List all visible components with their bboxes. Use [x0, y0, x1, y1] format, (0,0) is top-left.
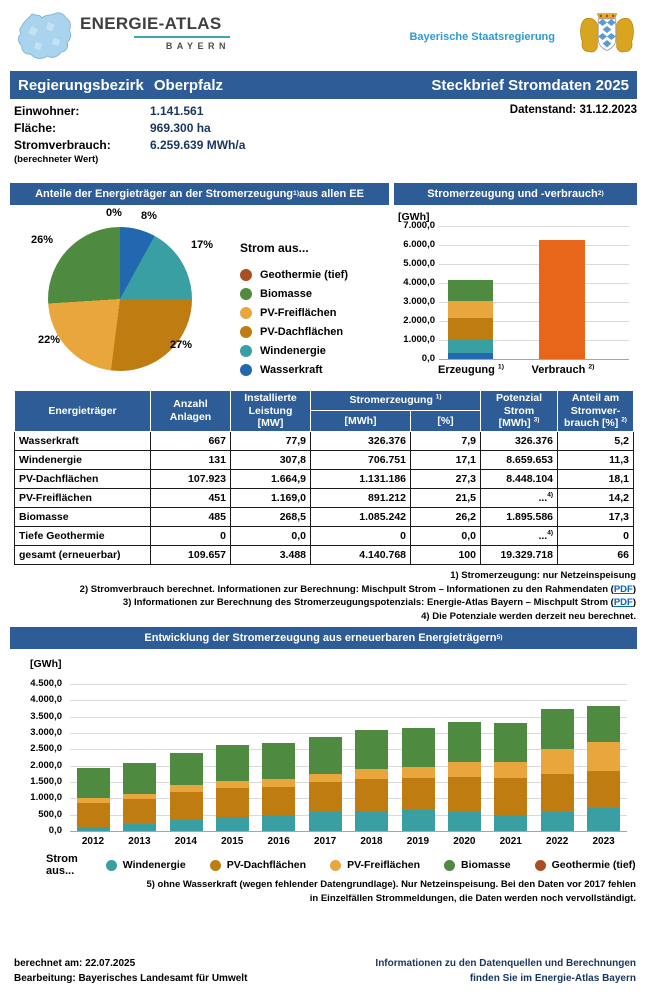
- logo-subtitle: BAYERN: [165, 41, 230, 51]
- pie-slice-label: 8%: [141, 210, 157, 222]
- energie-atlas-logo: [80, 14, 230, 51]
- bar-segment-windenergie: [494, 815, 527, 831]
- header-line: Anzahl: [173, 398, 208, 411]
- table-cell-value: 891.212: [311, 488, 411, 507]
- y-tick-label: 0,0: [421, 353, 435, 364]
- table-cell-name: Biomasse: [15, 507, 151, 526]
- datenstand-label: Datenstand: 31.12.2023: [509, 104, 637, 116]
- table-cell-value: ...$^{4)}$: [481, 526, 558, 545]
- gridline: [70, 684, 627, 685]
- x-category-label: Erzeugung $^{1)}$: [438, 363, 504, 376]
- y-tick-label: 500,0: [38, 808, 62, 820]
- plot-area: [439, 226, 629, 360]
- key-data-note: (berechneter Wert): [14, 154, 99, 165]
- bar-segment-pvdachflchen: [309, 782, 342, 811]
- table-cell-value: 109.657: [151, 545, 231, 564]
- bar-segment-biomasse: [402, 728, 435, 767]
- y-tick-label: 3.500,0: [30, 710, 62, 722]
- y-tick-label: 7.000,0: [403, 220, 435, 231]
- bar-segment-windenergie: [541, 812, 574, 831]
- legend-color-dot: [535, 860, 546, 871]
- generation-consumption-chart: [395, 206, 637, 381]
- bar-segment-pvfreiflchen: [494, 762, 527, 778]
- bar-segment-biomasse: [262, 743, 295, 779]
- y-tick-label: 1.500,0: [30, 776, 62, 787]
- y-tick-label: 4.500,0: [30, 678, 62, 689]
- dev-bar-2018: [355, 730, 388, 831]
- footnote-line: 3) Informationen zur Berechnung des Stromerzeugungspotenzials: Energie-Atlas Bayern – Mischpult Strom (PDF): [122, 597, 636, 608]
- bar-segment-pvfreiflchen: [309, 774, 342, 782]
- legend-item-label: Biomasse: [260, 287, 312, 300]
- pdf-link[interactable]: PDF: [613, 583, 633, 595]
- table-cell-value: 326.376: [481, 431, 558, 450]
- y-tick-label: 3.000,0: [30, 727, 62, 738]
- pie-legend: [240, 241, 390, 379]
- verbrauch-bar: [539, 240, 585, 359]
- table-cell-value: 485: [151, 507, 231, 526]
- y-tick-label: 5.000,0: [403, 258, 435, 269]
- dev-bar-2022: [541, 709, 574, 831]
- footnote-line: 2) Stromverbrauch berechnet. Informationen zur Berechnung: Mischpult Strom – Informationen zu den Rahmendaten (PDF): [79, 583, 636, 595]
- legend-color-dot: [444, 860, 455, 871]
- col-header-pct: [%]: [411, 411, 481, 431]
- key-data-value: 6.259.639 MWh/a: [150, 137, 246, 152]
- legend-item-label: Biomasse: [461, 859, 511, 871]
- footer-right: [375, 956, 636, 986]
- bar-segment-windenergie: [309, 811, 342, 831]
- year-label: 2012: [81, 836, 105, 847]
- dev-bar-2013: [123, 763, 156, 831]
- region-title: [18, 77, 233, 94]
- table-cell-value: 1.895.586: [481, 507, 558, 526]
- bar-segment-biomasse: [448, 722, 481, 762]
- table-cell-value: 1.131.186: [311, 469, 411, 488]
- plot-area: [70, 684, 627, 832]
- y-tick-label: 4.000,0: [403, 277, 435, 288]
- legend-item: [444, 858, 511, 872]
- gridline: [439, 264, 629, 265]
- bar-segment-pvdachflchen: [262, 787, 295, 816]
- bar-segment-biomasse: [77, 768, 110, 798]
- key-data-block: [14, 102, 245, 165]
- year-label: 2014: [174, 836, 197, 847]
- title-bar: [10, 71, 637, 99]
- section-header-development: Entwicklung der Stromerzeugung aus erneuerbaren Energieträgern 5): [10, 627, 637, 649]
- bar-segment-wasserkraft: [448, 353, 493, 359]
- pie-slice-label: 0%: [106, 207, 122, 219]
- table-cell-value: 66: [558, 545, 634, 564]
- y-tick-label: 2.500,0: [30, 743, 62, 755]
- pie-slice-label: 27%: [170, 339, 193, 351]
- table-cell-name: Wasserkraft: [15, 431, 151, 450]
- year-label: 2019: [406, 836, 430, 847]
- legend-color-dot: [106, 860, 117, 871]
- y-tick-label: 6.000,0: [403, 239, 435, 250]
- year-label: 2018: [360, 836, 383, 847]
- development-chart: [14, 652, 633, 848]
- header-line: Potenzial: [495, 392, 543, 404]
- col-header-stromerzeugung: Stromerzeugung $^{1)}$: [311, 391, 481, 411]
- table-row: [15, 507, 634, 526]
- dev-bar-2021: [494, 723, 527, 831]
- col-header-energietraeger: Energieträger: [15, 391, 151, 432]
- legend-item-label: Windenergie: [260, 344, 326, 357]
- legend-item-label: Wasserkraft: [260, 363, 323, 376]
- table-cell-value: 1.664,9: [231, 469, 311, 488]
- erzeugung-bar: [448, 280, 493, 359]
- region-name: Oberpfalz: [153, 76, 224, 94]
- dev-bar-2016: [262, 743, 295, 831]
- key-data-row: [14, 136, 245, 153]
- footnote-line: 4) Die Potenziale werden derzeit neu berechnet.: [421, 610, 636, 622]
- pie-slice-label: 26%: [31, 234, 54, 246]
- table-cell-value: 268,5: [231, 507, 311, 526]
- table-cell-value: 131: [151, 450, 231, 469]
- table-cell-value: 21,5: [411, 488, 481, 507]
- legend-item-label: Windenergie: [122, 859, 186, 871]
- table-cell-value: 0,0: [231, 526, 311, 545]
- table-cell-value: 77,9: [231, 431, 311, 450]
- key-data-label: Einwohner:: [14, 103, 80, 118]
- table-row: [15, 488, 634, 507]
- pie-chart: [30, 207, 230, 379]
- bar-segment-pvfreiflchen: [587, 742, 620, 771]
- table-cell-name: gesamt (erneuerbar): [15, 545, 151, 564]
- bar-segment-biomasse: [309, 737, 342, 774]
- table-cell-value: 1.169,0: [231, 488, 311, 507]
- bavaria-map-icon: [14, 6, 74, 62]
- bar-segment-pvfreiflchen: [541, 749, 574, 774]
- region-label: Regierungsbezirk: [18, 76, 144, 94]
- legend-item-label: Geothermie (tief): [551, 859, 636, 871]
- year-label: 2016: [267, 836, 290, 847]
- legend-item-label: PV-Freiflächen: [260, 306, 337, 319]
- header-line: brauch [%] $^{2)}$: [564, 416, 627, 430]
- legend-item: [240, 265, 390, 284]
- gridline: [70, 700, 627, 701]
- government-label: Bayerische Staatsregierung: [409, 31, 555, 43]
- legend-item-label: Geothermie (tief): [260, 268, 349, 281]
- bar-segment-pvdachflchen: [402, 778, 435, 810]
- bar-segment-pvdachflchen: [448, 318, 493, 339]
- table-cell-value: 7,9: [411, 431, 481, 450]
- table-cell-value: 17,3: [558, 507, 634, 526]
- bar-segment-biomasse: [216, 745, 249, 780]
- table-cell-value: 8.659.653: [481, 450, 558, 469]
- doc-title: Steckbrief Stromdaten 2025: [431, 76, 629, 94]
- header-line: Stromver-: [570, 404, 621, 417]
- col-header-mwh: [MWh]: [311, 411, 411, 431]
- bar-segment-verbrauch: [539, 240, 585, 359]
- logo-rule: [134, 36, 230, 38]
- gridline: [439, 226, 629, 227]
- footnote-5: [146, 878, 636, 905]
- y-tick-label: 1.000,0: [30, 792, 62, 804]
- bar-segment-windenergie: [77, 827, 110, 831]
- col-header-anzahl: [151, 391, 231, 432]
- year-label: 2013: [128, 836, 151, 847]
- table-cell-value: 0: [311, 526, 411, 545]
- bar-segment-pvdachflchen: [77, 803, 110, 828]
- table-cell-value: ...$^{4)}$: [481, 488, 558, 507]
- pdf-link[interactable]: PDF: [613, 597, 633, 608]
- bar-segment-pvfreiflchen: [402, 767, 435, 778]
- bar-segment-windenergie: [402, 810, 435, 831]
- legend-title: Strom aus...: [240, 241, 309, 255]
- bar-segment-pvdachflchen: [170, 792, 203, 820]
- bar-segment-pvfreiflchen: [448, 762, 481, 778]
- table-cell-value: 451: [151, 488, 231, 507]
- key-data-label: Fläche:: [14, 120, 57, 135]
- dev-bar-2020: [448, 722, 481, 831]
- legend-item-label: PV-Dachflächen: [260, 325, 344, 338]
- key-data-value: 1.141.561: [150, 103, 204, 118]
- col-header-anteil: [558, 391, 634, 432]
- logo-title: ENERGIE-ATLAS: [80, 14, 222, 33]
- bar-segment-windenergie: [355, 811, 388, 831]
- col-header-leistung: [231, 391, 311, 432]
- y-axis-unit-label: [GWh]: [30, 658, 62, 670]
- header-line: [MW]: [257, 417, 284, 430]
- table-cell-name: PV-Freiflächen: [15, 488, 151, 507]
- bar-segment-windenergie: [587, 808, 620, 831]
- table-cell-value: 100: [411, 545, 481, 564]
- table-cell-name: Windenergie: [15, 450, 151, 469]
- dev-bar-2015: [216, 745, 249, 831]
- bar-segment-pvdachflchen: [123, 799, 156, 824]
- bar-segment-pvfreiflchen: [216, 781, 249, 788]
- dev-bar-2017: [309, 737, 342, 831]
- table-cell-value: 667: [151, 431, 231, 450]
- legend-item-label: PV-Freiflächen: [347, 859, 421, 871]
- footer-left: [14, 956, 247, 986]
- footnote-line: 1) Stromerzeugung: nur Netzeinspeisung: [450, 570, 636, 581]
- year-label: 2023: [592, 836, 615, 847]
- header-line: Anlagen: [169, 410, 212, 423]
- table-cell-value: 19.329.718: [481, 545, 558, 564]
- bar-segment-biomasse: [123, 763, 156, 794]
- legend-item: [240, 341, 390, 360]
- y-tick-label: 4.000,0: [30, 694, 62, 706]
- legend-item: [330, 858, 420, 872]
- bar-segment-pvfreiflchen: [355, 769, 388, 779]
- table-cell-value: 326.376: [311, 431, 411, 450]
- legend-color-dot: [240, 345, 252, 357]
- footnotes: [80, 569, 636, 623]
- table-row: [15, 526, 634, 545]
- legend-item: [240, 284, 390, 303]
- table-cell-value: 8.448.104: [481, 469, 558, 488]
- table-cell-value: 0,0: [411, 526, 481, 545]
- table-cell-value: 18,1: [558, 469, 634, 488]
- table-cell-value: 706.751: [311, 450, 411, 469]
- bar-segment-pvdachflchen: [494, 778, 527, 815]
- key-data-label: Stromverbrauch:: [14, 137, 111, 152]
- table-cell-value: 5,2: [558, 431, 634, 450]
- bar-segment-biomasse: [541, 709, 574, 749]
- table-cell-value: 307,8: [231, 450, 311, 469]
- pie-slice-label: 22%: [38, 334, 61, 346]
- table-cell-value: 11,3: [558, 450, 634, 469]
- bar-segment-windenergie: [170, 820, 203, 831]
- table-row: [15, 469, 634, 488]
- y-tick-label: 0,0: [48, 825, 62, 836]
- bar-segment-windenergie: [262, 815, 295, 831]
- legend-item: [240, 360, 390, 379]
- table-cell-value: 3.488: [231, 545, 311, 564]
- bar-segment-windenergie: [448, 811, 481, 831]
- header-line: Strom: [503, 404, 535, 417]
- table-cell-value: 0: [558, 526, 634, 545]
- y-tick-label: 1.000,0: [403, 334, 435, 345]
- y-tick-label: 2.000,0: [30, 759, 62, 771]
- col-header-potenzial: [481, 391, 558, 432]
- table-row: [15, 545, 634, 564]
- footnote-line: 5) ohne Wasserkraft (wegen fehlender Datengrundlage). Nur Netzeinspeisung. Bei den Daten vor 2017 fehlen: [146, 879, 636, 890]
- legend-color-dot: [210, 860, 221, 871]
- bar-segment-biomasse: [587, 706, 620, 741]
- bar-segment-pvdachflchen: [355, 779, 388, 811]
- table-cell-value: 14,2: [558, 488, 634, 507]
- development-legend: [46, 853, 647, 877]
- legend-color-dot: [240, 288, 252, 300]
- dev-bar-2012: [77, 768, 110, 831]
- table-cell-value: 27,3: [411, 469, 481, 488]
- footer-line: Bearbeitung: Bayerisches Landesamt für Umwelt: [14, 973, 248, 984]
- bar-segment-pvdachflchen: [541, 774, 574, 812]
- legend-item: [210, 858, 306, 872]
- bavaria-coat-of-arms-icon: [578, 7, 636, 59]
- table-cell-value: 0: [151, 526, 231, 545]
- x-category-label: Verbrauch $^{2)}$: [531, 363, 595, 376]
- table-cell-value: 26,2: [411, 507, 481, 526]
- legend-item: [240, 322, 390, 341]
- legend-title: Strom aus...: [46, 853, 78, 877]
- dev-bar-2019: [402, 728, 435, 831]
- header-line: [MWh] $^{3)}$: [498, 416, 540, 430]
- bar-segment-biomasse: [448, 280, 493, 301]
- bar-segment-pvfreiflchen: [448, 301, 493, 318]
- pie-slice-label: 17%: [191, 239, 214, 251]
- bar-segment-biomasse: [355, 730, 388, 769]
- key-data-row: [14, 119, 245, 136]
- bar-segment-biomasse: [170, 753, 203, 785]
- energy-table: [14, 390, 634, 565]
- bar-segment-pvdachflchen: [216, 788, 249, 818]
- y-tick-label: 2.000,0: [403, 315, 435, 326]
- key-data-row: [14, 102, 245, 119]
- bar-segment-windenergie: [123, 824, 156, 831]
- bar-segment-windenergie: [448, 339, 493, 352]
- legend-color-dot: [240, 269, 252, 281]
- legend-color-dot: [240, 326, 252, 338]
- y-tick-label: 3.000,0: [403, 296, 435, 307]
- dev-bar-2014: [170, 753, 203, 831]
- year-label: 2017: [313, 836, 337, 847]
- table-row: [15, 450, 634, 469]
- table-cell-value: 1.085.242: [311, 507, 411, 526]
- table-cell-name: PV-Dachflächen: [15, 469, 151, 488]
- footer-line: finden Sie im Energie-Atlas Bayern: [469, 973, 636, 984]
- bar-segment-pvdachflchen: [448, 777, 481, 811]
- dev-bar-2023: [587, 706, 620, 831]
- bar-segment-biomasse: [494, 723, 527, 762]
- table-row: [15, 431, 634, 450]
- header-line: Leistung: [248, 404, 293, 417]
- year-label: 2022: [546, 836, 569, 847]
- bar-segment-windenergie: [216, 817, 249, 831]
- year-label: 2015: [221, 836, 244, 847]
- key-data-value: 969.300 ha: [150, 120, 211, 135]
- section-header-generation-consumption: Stromerzeugung und -verbrauch 2): [394, 183, 637, 205]
- y-axis-unit-label: [GWh]: [398, 211, 430, 223]
- table-cell-value: 107.923: [151, 469, 231, 488]
- bar-segment-pvdachflchen: [587, 771, 620, 808]
- footnote-line: in Einzelfällen Strommeldungen, die Daten werden noch vervollständigt.: [309, 892, 636, 904]
- section-header-pie: Anteile der Energieträger an der Stromerzeugung 1) aus allen EE: [10, 183, 389, 205]
- legend-item: [106, 858, 186, 872]
- legend-color-dot: [240, 364, 252, 376]
- legend-item: [535, 858, 636, 872]
- year-label: 2020: [453, 836, 476, 847]
- header-line: Anteil am: [571, 392, 620, 404]
- footer-line: Informationen zu den Datenquellen und Berechnungen: [375, 958, 636, 969]
- table-cell-value: 17,1: [411, 450, 481, 469]
- table-cell-value: 4.140.768: [311, 545, 411, 564]
- legend-color-dot: [240, 307, 252, 319]
- year-label: 2021: [499, 836, 522, 847]
- bar-segment-pvfreiflchen: [262, 779, 295, 787]
- header-line: Installierte: [244, 392, 297, 404]
- legend-item-label: PV-Dachflächen: [226, 859, 307, 871]
- legend-item: [240, 303, 390, 322]
- footer-line: berechnet am: 22.07.2025: [14, 958, 136, 969]
- legend-color-dot: [330, 860, 341, 871]
- gridline: [439, 245, 629, 246]
- table-cell-name: Tiefe Geothermie: [15, 526, 151, 545]
